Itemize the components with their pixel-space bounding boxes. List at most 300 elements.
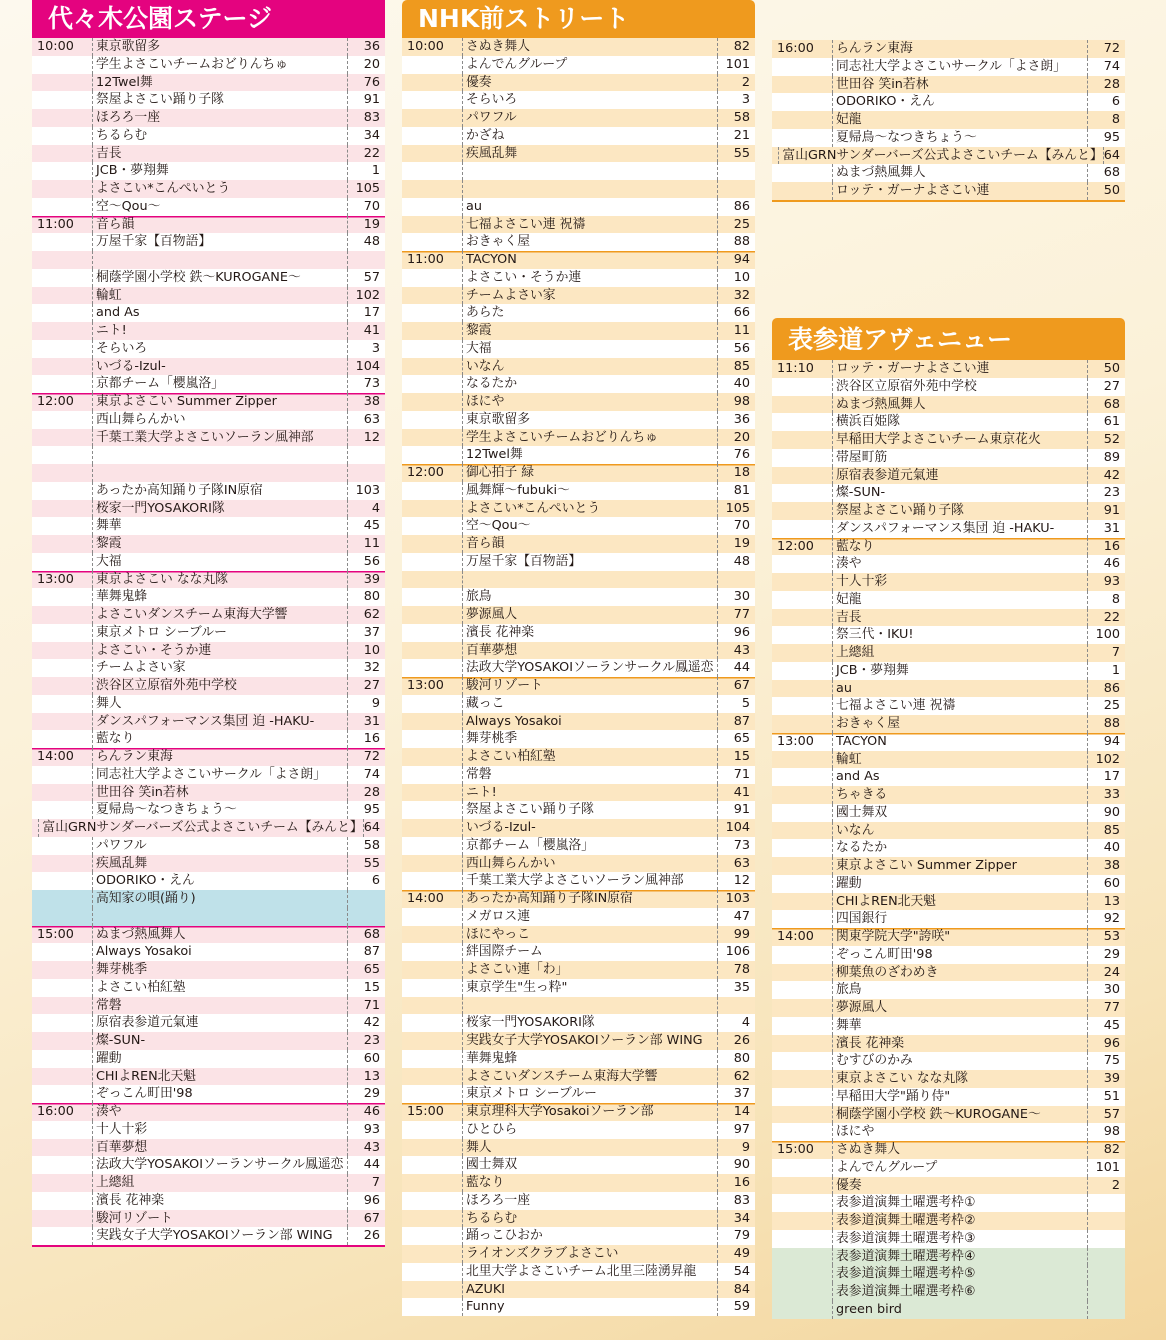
time-cell: 13:00 <box>37 571 74 587</box>
team-cell: 吉長 <box>832 609 1087 627</box>
order-number-cell: 65 <box>717 730 755 748</box>
schedule-row <box>402 943 755 961</box>
order-number-cell: 35 <box>717 979 755 997</box>
time-cell <box>402 429 462 447</box>
table-end-line <box>772 200 1125 202</box>
time-cell <box>402 1139 462 1157</box>
time-cell <box>402 216 462 234</box>
order-number-cell: 9 <box>717 1139 755 1157</box>
team-cell: 渋谷区立原宿外苑中学校 <box>832 378 1087 396</box>
schedule-row <box>772 626 1125 644</box>
time-cell <box>32 74 92 92</box>
time-cell <box>402 943 462 961</box>
time-cell <box>772 1230 832 1248</box>
schedule-table <box>772 40 1125 200</box>
time-cell <box>772 910 832 928</box>
team-cell: 舞芽桃季 <box>462 730 717 748</box>
team-cell: 十人十彩 <box>92 1121 347 1139</box>
time-cell <box>772 1123 832 1141</box>
order-number-cell: 48 <box>347 233 385 251</box>
time-cell <box>402 91 462 109</box>
team-cell: 上總組 <box>832 644 1087 662</box>
order-number-cell: 39 <box>347 571 385 589</box>
schedule-row <box>772 164 1125 182</box>
order-number-cell: 21 <box>717 127 755 145</box>
order-number-cell: 103 <box>347 482 385 500</box>
team-cell: 法政大学YOSAKOIソーランサークル鳳遥恋 <box>92 1156 347 1174</box>
team-cell: 表参道演舞土曜選考枠③ <box>832 1230 1087 1248</box>
team-cell: かざね <box>462 127 717 145</box>
order-number-cell: 91 <box>717 801 755 819</box>
schedule-row <box>772 768 1125 786</box>
order-number-cell: 23 <box>1087 484 1125 502</box>
order-number-cell: 64 <box>1103 147 1125 165</box>
schedule-row <box>402 1298 755 1316</box>
order-number-cell: 57 <box>347 269 385 287</box>
schedule-row <box>772 644 1125 662</box>
order-number-cell: 71 <box>347 997 385 1015</box>
nhk-street-continued-section <box>772 40 1125 202</box>
time-cell <box>772 751 832 769</box>
schedule-row <box>32 56 385 74</box>
time-cell: 14:00 <box>407 891 444 906</box>
team-cell: 千葉工業大学よさこいソーラン風神部 <box>462 872 717 890</box>
order-number-cell: 60 <box>347 1050 385 1068</box>
team-cell: 北里大学よさこいチーム北里三陸湧昇龍 <box>462 1263 717 1281</box>
time-cell <box>402 482 462 500</box>
time-cell <box>772 1248 832 1266</box>
order-number-cell <box>717 180 755 198</box>
time-cell <box>772 378 832 396</box>
schedule-row <box>772 1052 1125 1070</box>
schedule-row <box>772 928 1125 946</box>
order-number-cell: 68 <box>1087 164 1125 182</box>
schedule-row <box>402 340 755 358</box>
time-cell <box>772 1052 832 1070</box>
schedule-row <box>772 662 1125 680</box>
order-number-cell: 30 <box>717 588 755 606</box>
schedule-row <box>772 733 1125 751</box>
time-cell: 10:00 <box>37 39 74 54</box>
team-cell: らんラン東海 <box>832 40 1087 58</box>
time-cell <box>402 411 462 429</box>
schedule-row <box>402 872 755 890</box>
team-cell: TACYON <box>832 733 1087 751</box>
team-cell: 風舞輝〜fubuki〜 <box>462 482 717 500</box>
team-cell: 夏帰鳥〜なつきちょう〜 <box>832 129 1087 147</box>
time-cell <box>32 411 92 429</box>
time-cell <box>772 981 832 999</box>
team-cell: 京都チーム「櫻嵐洛」 <box>462 837 717 855</box>
time-cell <box>32 429 92 447</box>
order-number-cell <box>1087 1265 1125 1283</box>
team-cell <box>92 464 347 482</box>
time-cell <box>32 109 92 127</box>
team-cell: 輪虹 <box>92 287 347 305</box>
time-cell <box>32 375 92 393</box>
team-cell: 学生よさこいチームおどりんちゅ <box>462 429 717 447</box>
team-cell: 藍なり <box>462 1174 717 1192</box>
team-cell: 十人十彩 <box>832 573 1087 591</box>
order-number-cell: 1 <box>347 162 385 180</box>
team-cell: 躍動 <box>832 875 1087 893</box>
order-number-cell: 20 <box>347 56 385 74</box>
time-cell <box>32 943 92 961</box>
time-cell <box>32 517 92 535</box>
order-number-cell: 29 <box>347 1085 385 1103</box>
team-cell: 東京よさこい Summer Zipper <box>832 857 1087 875</box>
schedule-row <box>402 180 755 198</box>
time-cell <box>32 677 92 695</box>
schedule-row <box>32 1085 385 1103</box>
time-cell <box>402 642 462 660</box>
time-cell <box>402 766 462 784</box>
time-cell <box>402 1014 462 1032</box>
schedule-row <box>772 751 1125 769</box>
schedule-row <box>402 109 755 127</box>
schedule-table <box>772 360 1125 1319</box>
time-cell <box>772 875 832 893</box>
schedule-row <box>32 819 385 837</box>
time-cell <box>772 1088 832 1106</box>
team-cell: 四国銀行 <box>832 910 1087 928</box>
schedule-row <box>32 162 385 180</box>
order-number-cell: 82 <box>1087 1141 1125 1159</box>
team-cell: 百華夢想 <box>462 642 717 660</box>
time-cell <box>402 1085 462 1103</box>
schedule-row <box>32 1103 385 1121</box>
team-cell: ちゃきる <box>832 786 1087 804</box>
order-number-cell: 67 <box>717 677 755 695</box>
schedule-row <box>772 147 1125 165</box>
time-cell <box>772 893 832 911</box>
time-cell: 14:00 <box>777 929 814 944</box>
order-number-cell: 86 <box>717 198 755 216</box>
team-cell: 湊や <box>92 1103 347 1121</box>
time-cell <box>772 467 832 485</box>
order-number-cell: 96 <box>717 624 755 642</box>
order-number-cell: 4 <box>717 1014 755 1032</box>
time-cell <box>772 680 832 698</box>
schedule-row <box>32 340 385 358</box>
schedule-row <box>772 1283 1125 1301</box>
section-title: 代々木公園ステージ <box>32 0 385 38</box>
team-cell: 表参道演舞土曜選考枠⑥ <box>832 1283 1087 1301</box>
time-cell: 13:00 <box>407 678 444 693</box>
schedule-row <box>402 1156 755 1174</box>
schedule-row <box>772 999 1125 1017</box>
team-cell: 音ら韻 <box>462 535 717 553</box>
team-cell: 原宿表参道元氣連 <box>832 467 1087 485</box>
team-cell: 藍なり <box>832 538 1087 556</box>
schedule-row <box>32 677 385 695</box>
time-cell <box>32 837 92 855</box>
schedule-row <box>772 715 1125 733</box>
team-cell: AZUKI <box>462 1281 717 1299</box>
schedule-row <box>402 304 755 322</box>
team-cell: and As <box>92 304 347 322</box>
order-number-cell: 70 <box>717 517 755 535</box>
team-cell: 駿河リゾート <box>92 1210 347 1228</box>
team-cell: ダンスパフォーマンス集団 迫 -HAKU- <box>832 520 1087 538</box>
order-number-cell: 14 <box>717 1103 755 1121</box>
order-number-cell: 59 <box>717 1298 755 1316</box>
order-number-cell: 64 <box>363 819 385 837</box>
team-cell: おきゃく屋 <box>462 233 717 251</box>
order-number-cell: 28 <box>1087 76 1125 94</box>
schedule-row <box>402 145 755 163</box>
schedule-row <box>32 624 385 642</box>
order-number-cell: 56 <box>717 340 755 358</box>
order-number-cell: 81 <box>717 482 755 500</box>
order-number-cell: 78 <box>717 961 755 979</box>
schedule-row <box>772 964 1125 982</box>
team-cell: 東京歌留多 <box>462 411 717 429</box>
schedule-row <box>772 111 1125 129</box>
schedule-row <box>772 76 1125 94</box>
time-cell: 13:00 <box>777 733 814 749</box>
team-cell: ちるらむ <box>92 127 347 145</box>
order-number-cell: 66 <box>717 304 755 322</box>
team-cell: ほにやっこ <box>462 926 717 944</box>
team-cell: 黎霞 <box>92 535 347 553</box>
team-cell: 躍動 <box>92 1050 347 1068</box>
order-number-cell: 33 <box>1087 786 1125 804</box>
schedule-row <box>32 109 385 127</box>
order-number-cell: 98 <box>1087 1123 1125 1141</box>
schedule-row <box>772 573 1125 591</box>
time-cell <box>32 606 92 624</box>
order-number-cell: 37 <box>717 1085 755 1103</box>
schedule-row <box>402 429 755 447</box>
order-number-cell: 105 <box>347 180 385 198</box>
team-cell: 祭屋よさこい踊り子隊 <box>92 91 347 109</box>
time-cell <box>32 659 92 677</box>
schedule-row <box>32 1121 385 1139</box>
schedule-row <box>772 520 1125 538</box>
time-cell <box>32 464 92 482</box>
schedule-row <box>772 40 1125 58</box>
schedule-row <box>32 535 385 553</box>
time-cell <box>402 446 462 464</box>
time-cell <box>772 662 832 680</box>
time-cell <box>402 1227 462 1245</box>
order-number-cell: 16 <box>1087 538 1125 556</box>
schedule-row <box>32 1139 385 1157</box>
time-cell <box>772 839 832 857</box>
order-number-cell: 53 <box>1087 928 1125 946</box>
schedule-row <box>772 1035 1125 1053</box>
schedule-row <box>402 1103 755 1121</box>
schedule-row <box>32 304 385 322</box>
time-cell <box>772 964 832 982</box>
order-number-cell: 34 <box>347 127 385 145</box>
order-number-cell: 96 <box>347 1192 385 1210</box>
order-number-cell: 38 <box>347 393 385 411</box>
order-number-cell: 62 <box>717 1068 755 1086</box>
team-cell: よさこい柏紅塾 <box>92 979 347 997</box>
team-cell: 疾風乱舞 <box>92 855 347 873</box>
team-cell: 表参道演舞土曜選考枠② <box>832 1212 1087 1230</box>
time-cell: 12:00 <box>777 538 814 554</box>
time-cell <box>402 1245 462 1263</box>
schedule-row <box>402 38 755 56</box>
schedule-row <box>402 269 755 287</box>
time-cell <box>32 482 92 500</box>
team-cell <box>92 251 347 269</box>
time-cell <box>772 164 832 182</box>
team-cell <box>462 997 717 1015</box>
schedule-row <box>772 910 1125 928</box>
time-cell <box>402 535 462 553</box>
time-cell <box>32 801 92 819</box>
team-cell: ちるらむ <box>462 1210 717 1228</box>
team-cell: いづる-Izul- <box>92 358 347 376</box>
time-cell <box>402 304 462 322</box>
team-cell: 大福 <box>462 340 717 358</box>
team-cell: 千葉工業大学よさこいソーラン風神部 <box>92 429 347 447</box>
team-cell: 國士舞双 <box>462 1156 717 1174</box>
schedule-row <box>32 837 385 855</box>
time-cell <box>402 659 462 677</box>
time-cell <box>772 502 832 520</box>
time-cell <box>402 1298 462 1316</box>
order-number-cell: 3 <box>347 340 385 358</box>
order-number-cell: 2 <box>717 74 755 92</box>
schedule-row <box>32 1014 385 1032</box>
team-cell: 富山GRNサンダーバーズ公式よさこいチーム【みんと】 <box>38 819 362 837</box>
team-cell: チームよさい家 <box>462 287 717 305</box>
team-cell: 12Twel舞 <box>92 74 347 92</box>
order-number-cell: 55 <box>717 145 755 163</box>
time-cell <box>402 784 462 802</box>
team-cell: 万屋千家【百物語】 <box>92 233 347 251</box>
time-cell <box>772 1070 832 1088</box>
team-cell: 妃龍 <box>832 111 1087 129</box>
schedule-row <box>402 446 755 464</box>
schedule-row <box>772 839 1125 857</box>
order-number-cell: 17 <box>1087 768 1125 786</box>
time-cell <box>402 500 462 518</box>
order-number-cell <box>1087 1301 1125 1319</box>
order-number-cell: 15 <box>347 979 385 997</box>
time-cell <box>32 251 92 269</box>
team-cell: 濱長 花神楽 <box>92 1192 347 1210</box>
schedule-row <box>32 713 385 731</box>
team-cell: 夢源風人 <box>832 999 1087 1017</box>
schedule-row <box>772 1248 1125 1266</box>
team-cell: 桜家一門YOSAKORI隊 <box>92 500 347 518</box>
time-cell <box>772 182 832 200</box>
team-cell: よんでんグループ <box>462 56 717 74</box>
order-number-cell: 72 <box>347 748 385 766</box>
schedule-row <box>402 517 755 535</box>
order-number-cell <box>347 908 385 926</box>
order-number-cell: 72 <box>1087 40 1125 58</box>
order-number-cell <box>1087 1248 1125 1266</box>
order-number-cell: 94 <box>1087 733 1125 751</box>
team-cell: 東京よさこい なな丸隊 <box>832 1070 1087 1088</box>
time-cell <box>402 837 462 855</box>
schedule-row <box>402 500 755 518</box>
time-cell <box>772 946 832 964</box>
order-number-cell: 82 <box>717 38 755 56</box>
time-cell <box>32 1121 92 1139</box>
time-cell <box>32 855 92 873</box>
schedule-row <box>772 1194 1125 1212</box>
schedule-row <box>402 730 755 748</box>
schedule-row <box>402 74 755 92</box>
schedule-row <box>32 145 385 163</box>
time-cell <box>402 358 462 376</box>
order-number-cell: 86 <box>1087 680 1125 698</box>
team-cell: Funny <box>462 1298 717 1316</box>
team-cell: 百華夢想 <box>92 1139 347 1157</box>
time-cell <box>402 74 462 92</box>
order-number-cell: 90 <box>717 1156 755 1174</box>
order-number-cell: 98 <box>717 393 755 411</box>
order-number-cell: 68 <box>1087 396 1125 414</box>
team-cell: 早稲田大学よさこいチーム東京花火 <box>832 431 1087 449</box>
order-number-cell: 65 <box>347 961 385 979</box>
order-number-cell: 30 <box>1087 981 1125 999</box>
team-cell: ひとひら <box>462 1121 717 1139</box>
order-number-cell: 10 <box>347 642 385 660</box>
time-cell <box>402 375 462 393</box>
schedule-row <box>32 251 385 269</box>
order-number-cell: 61 <box>1087 413 1125 431</box>
schedule-row <box>402 1245 755 1263</box>
order-number-cell: 60 <box>1087 875 1125 893</box>
time-cell <box>32 287 92 305</box>
team-cell: よさこいダンスチーム東海大学響 <box>92 606 347 624</box>
schedule-row <box>32 517 385 535</box>
order-number-cell: 73 <box>717 837 755 855</box>
team-cell: あったか高知踊り子隊IN原宿 <box>92 482 347 500</box>
order-number-cell: 101 <box>717 56 755 74</box>
order-number-cell: 88 <box>1087 715 1125 733</box>
schedule-row <box>32 908 385 926</box>
team-cell: 空〜Qou〜 <box>462 517 717 535</box>
time-cell <box>402 1281 462 1299</box>
team-cell: よさこい連「わ」 <box>462 961 717 979</box>
team-cell: Always Yosakoi <box>462 713 717 731</box>
order-number-cell: 85 <box>1087 822 1125 840</box>
schedule-row <box>32 1192 385 1210</box>
schedule-row <box>772 609 1125 627</box>
order-number-cell: 40 <box>717 375 755 393</box>
team-cell: 同志社大学よさこいサークル「よさ朗」 <box>832 58 1087 76</box>
order-number-cell: 16 <box>717 1174 755 1192</box>
team-cell: ニト! <box>92 322 347 340</box>
order-number-cell: 50 <box>1087 182 1125 200</box>
time-cell <box>772 1017 832 1035</box>
order-number-cell: 80 <box>347 588 385 606</box>
team-cell: 柳葉魚のざわめき <box>832 964 1087 982</box>
team-cell: チームよさい家 <box>92 659 347 677</box>
team-cell: よさこい*こんぺいとう <box>92 180 347 198</box>
time-cell <box>402 287 462 305</box>
team-cell: よさこい柏紅塾 <box>462 748 717 766</box>
team-cell: 燦-SUN- <box>92 1032 347 1050</box>
team-cell: 12Twel舞 <box>462 446 717 464</box>
time-cell <box>772 76 832 94</box>
order-number-cell: 19 <box>717 535 755 553</box>
schedule-row <box>32 74 385 92</box>
time-cell <box>402 819 462 837</box>
order-number-cell: 43 <box>347 1139 385 1157</box>
schedule-row <box>402 553 755 571</box>
